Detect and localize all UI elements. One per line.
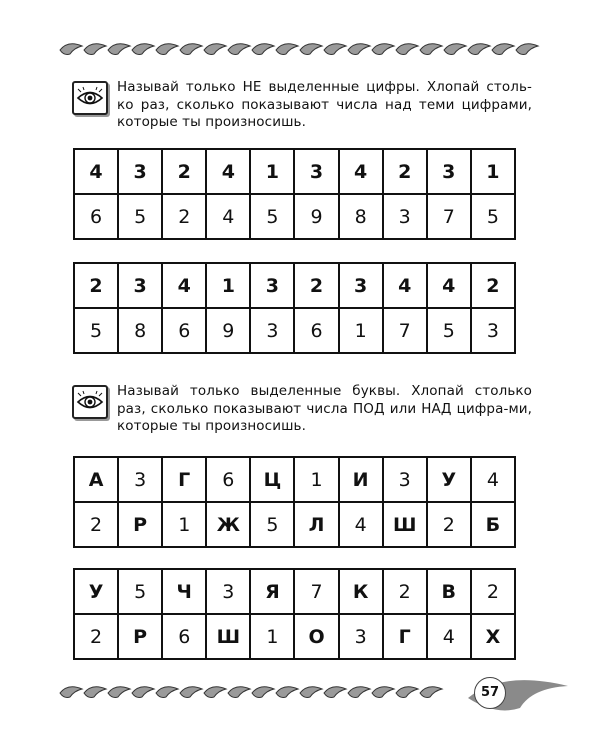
digit-cell: 9	[294, 194, 338, 239]
wave-shape	[132, 687, 154, 698]
wave-shape	[420, 44, 442, 55]
digit-cell: 2	[427, 502, 471, 547]
bottom-decorative-border	[58, 679, 458, 703]
digit-cell: 6	[162, 308, 206, 353]
wave-shape	[348, 687, 370, 698]
bold-digit-cell: 3	[118, 149, 162, 194]
table-row	[74, 569, 515, 614]
wave-shape	[492, 44, 514, 55]
digit-cell: 1	[162, 502, 206, 547]
bold-digit-cell: 3	[339, 263, 383, 308]
digits-table-1	[73, 148, 516, 240]
bold-letter-cell: Р	[118, 502, 162, 547]
digit-cell: 3	[383, 194, 427, 239]
wave-shape	[372, 687, 394, 698]
task-2-text: Называй только выделенные буквы. Хлопай столько раз, сколько показывают числа ПОД или НАД цифра-ми, которые ты произносишь.	[117, 383, 532, 434]
wave-shape	[252, 44, 274, 55]
digit-cell: 2	[383, 569, 427, 614]
wave-shape	[396, 44, 418, 55]
bold-letter-cell: Ш	[206, 614, 250, 659]
bold-digit-cell: 2	[294, 263, 338, 308]
digit-cell: 2	[74, 502, 118, 547]
bold-letter-cell: Г	[383, 614, 427, 659]
digit-cell: 5	[427, 308, 471, 353]
bold-digit-cell: 1	[250, 149, 294, 194]
wave-shape	[156, 687, 178, 698]
bold-digit-cell: 4	[339, 149, 383, 194]
wave-shape	[180, 44, 202, 55]
wave-shape	[228, 687, 250, 698]
digit-cell: 5	[74, 308, 118, 353]
bold-letter-cell: Р	[118, 614, 162, 659]
table-row	[74, 457, 515, 502]
bold-digit-cell: 4	[383, 263, 427, 308]
digit-cell: 6	[294, 308, 338, 353]
bold-digit-cell: 1	[471, 149, 515, 194]
wave-shape	[108, 687, 130, 698]
digit-cell: 6	[74, 194, 118, 239]
bold-letter-cell: А	[74, 457, 118, 502]
wave-shape	[468, 44, 490, 55]
bold-digit-cell: 1	[206, 263, 250, 308]
wave-shape	[84, 44, 106, 55]
digit-cell: 1	[339, 308, 383, 353]
wave-shape	[156, 44, 178, 55]
bold-letter-cell: У	[427, 457, 471, 502]
top-decorative-border	[58, 36, 548, 60]
digit-cell: 4	[471, 457, 515, 502]
bold-digit-cell: 3	[294, 149, 338, 194]
wave-shape	[348, 44, 370, 55]
bold-digit-cell: 4	[206, 149, 250, 194]
digit-cell: 3	[383, 457, 427, 502]
bold-digit-cell: 3	[118, 263, 162, 308]
bold-letter-cell: Ж	[206, 502, 250, 547]
bold-letter-cell: Б	[471, 502, 515, 547]
letters-table-2	[73, 568, 516, 660]
bold-digit-cell: 4	[74, 149, 118, 194]
wave-shape	[60, 44, 82, 55]
wave-shape	[204, 687, 226, 698]
digit-cell: 5	[118, 194, 162, 239]
wave-shape	[276, 687, 298, 698]
bold-letter-cell: К	[339, 569, 383, 614]
digit-cell: 4	[206, 194, 250, 239]
digit-cell: 1	[250, 614, 294, 659]
table-row	[74, 502, 515, 547]
digit-cell: 5	[471, 194, 515, 239]
bold-letter-cell: Я	[250, 569, 294, 614]
bold-letter-cell: В	[427, 569, 471, 614]
digit-cell: 3	[118, 457, 162, 502]
bold-digit-cell: 2	[74, 263, 118, 308]
digit-cell: 4	[427, 614, 471, 659]
wave-shape	[300, 687, 322, 698]
bold-letter-cell: Ч	[162, 569, 206, 614]
bold-digit-cell: 2	[471, 263, 515, 308]
table-row	[74, 614, 515, 659]
wave-shape	[60, 687, 82, 698]
table-row	[74, 194, 515, 239]
bold-letter-cell: У	[74, 569, 118, 614]
digits-table-2	[73, 262, 516, 354]
digit-cell: 2	[162, 194, 206, 239]
bold-digit-cell: 2	[162, 149, 206, 194]
wave-shape	[396, 687, 418, 698]
digit-cell: 7	[294, 569, 338, 614]
digit-cell: 3	[250, 308, 294, 353]
digit-cell: 8	[118, 308, 162, 353]
wave-shape	[516, 44, 538, 55]
digit-cell: 9	[206, 308, 250, 353]
digit-cell: 3	[471, 308, 515, 353]
bold-digit-cell: 3	[250, 263, 294, 308]
digit-cell: 2	[74, 614, 118, 659]
digit-cell: 7	[427, 194, 471, 239]
wave-ornament	[58, 679, 458, 703]
wave-shape	[204, 44, 226, 55]
digit-cell: 5	[250, 194, 294, 239]
wave-shape	[372, 44, 394, 55]
digit-cell: 1	[294, 457, 338, 502]
wave-shape	[84, 687, 106, 698]
bold-letter-cell: Ц	[250, 457, 294, 502]
digit-cell: 8	[339, 194, 383, 239]
wave-shape	[300, 44, 322, 55]
digit-cell: 6	[162, 614, 206, 659]
eye-icon	[72, 385, 108, 419]
bold-letter-cell: Х	[471, 614, 515, 659]
bold-letter-cell: О	[294, 614, 338, 659]
table-row	[74, 149, 515, 194]
bold-letter-cell: Л	[294, 502, 338, 547]
wave-shape	[324, 687, 346, 698]
digit-cell: 5	[118, 569, 162, 614]
digit-cell: 3	[206, 569, 250, 614]
bold-digit-cell: 3	[427, 149, 471, 194]
bold-digit-cell: 4	[427, 263, 471, 308]
wave-shape	[180, 687, 202, 698]
wave-shape	[444, 44, 466, 55]
digit-cell: 4	[339, 502, 383, 547]
bold-digit-cell: 4	[162, 263, 206, 308]
wave-shape	[324, 44, 346, 55]
bold-letter-cell: И	[339, 457, 383, 502]
table-row	[74, 263, 515, 308]
bold-letter-cell: Г	[162, 457, 206, 502]
bold-letter-cell: Ш	[383, 502, 427, 547]
digit-cell: 3	[339, 614, 383, 659]
task-1-instruction	[72, 79, 532, 132]
wave-shape	[252, 687, 274, 698]
task-1-text: Называй только НЕ выделенные цифры. Хлопай столь-ко раз, сколько показывают числа над теми цифрами, которые ты произносишь.	[117, 79, 532, 130]
digit-cell: 2	[471, 569, 515, 614]
wave-ornament	[58, 36, 548, 60]
wave-shape	[132, 44, 154, 55]
digit-cell: 5	[250, 502, 294, 547]
eye-icon	[72, 81, 108, 115]
page-number: 57	[474, 677, 506, 709]
digit-cell: 7	[383, 308, 427, 353]
digit-cell: 6	[206, 457, 250, 502]
wave-shape	[228, 44, 250, 55]
task-2-instruction	[72, 383, 532, 436]
wave-shape	[108, 44, 130, 55]
wave-shape	[420, 687, 442, 698]
letters-table-1	[73, 456, 516, 548]
table-row	[74, 308, 515, 353]
bold-digit-cell: 2	[383, 149, 427, 194]
wave-shape	[276, 44, 298, 55]
